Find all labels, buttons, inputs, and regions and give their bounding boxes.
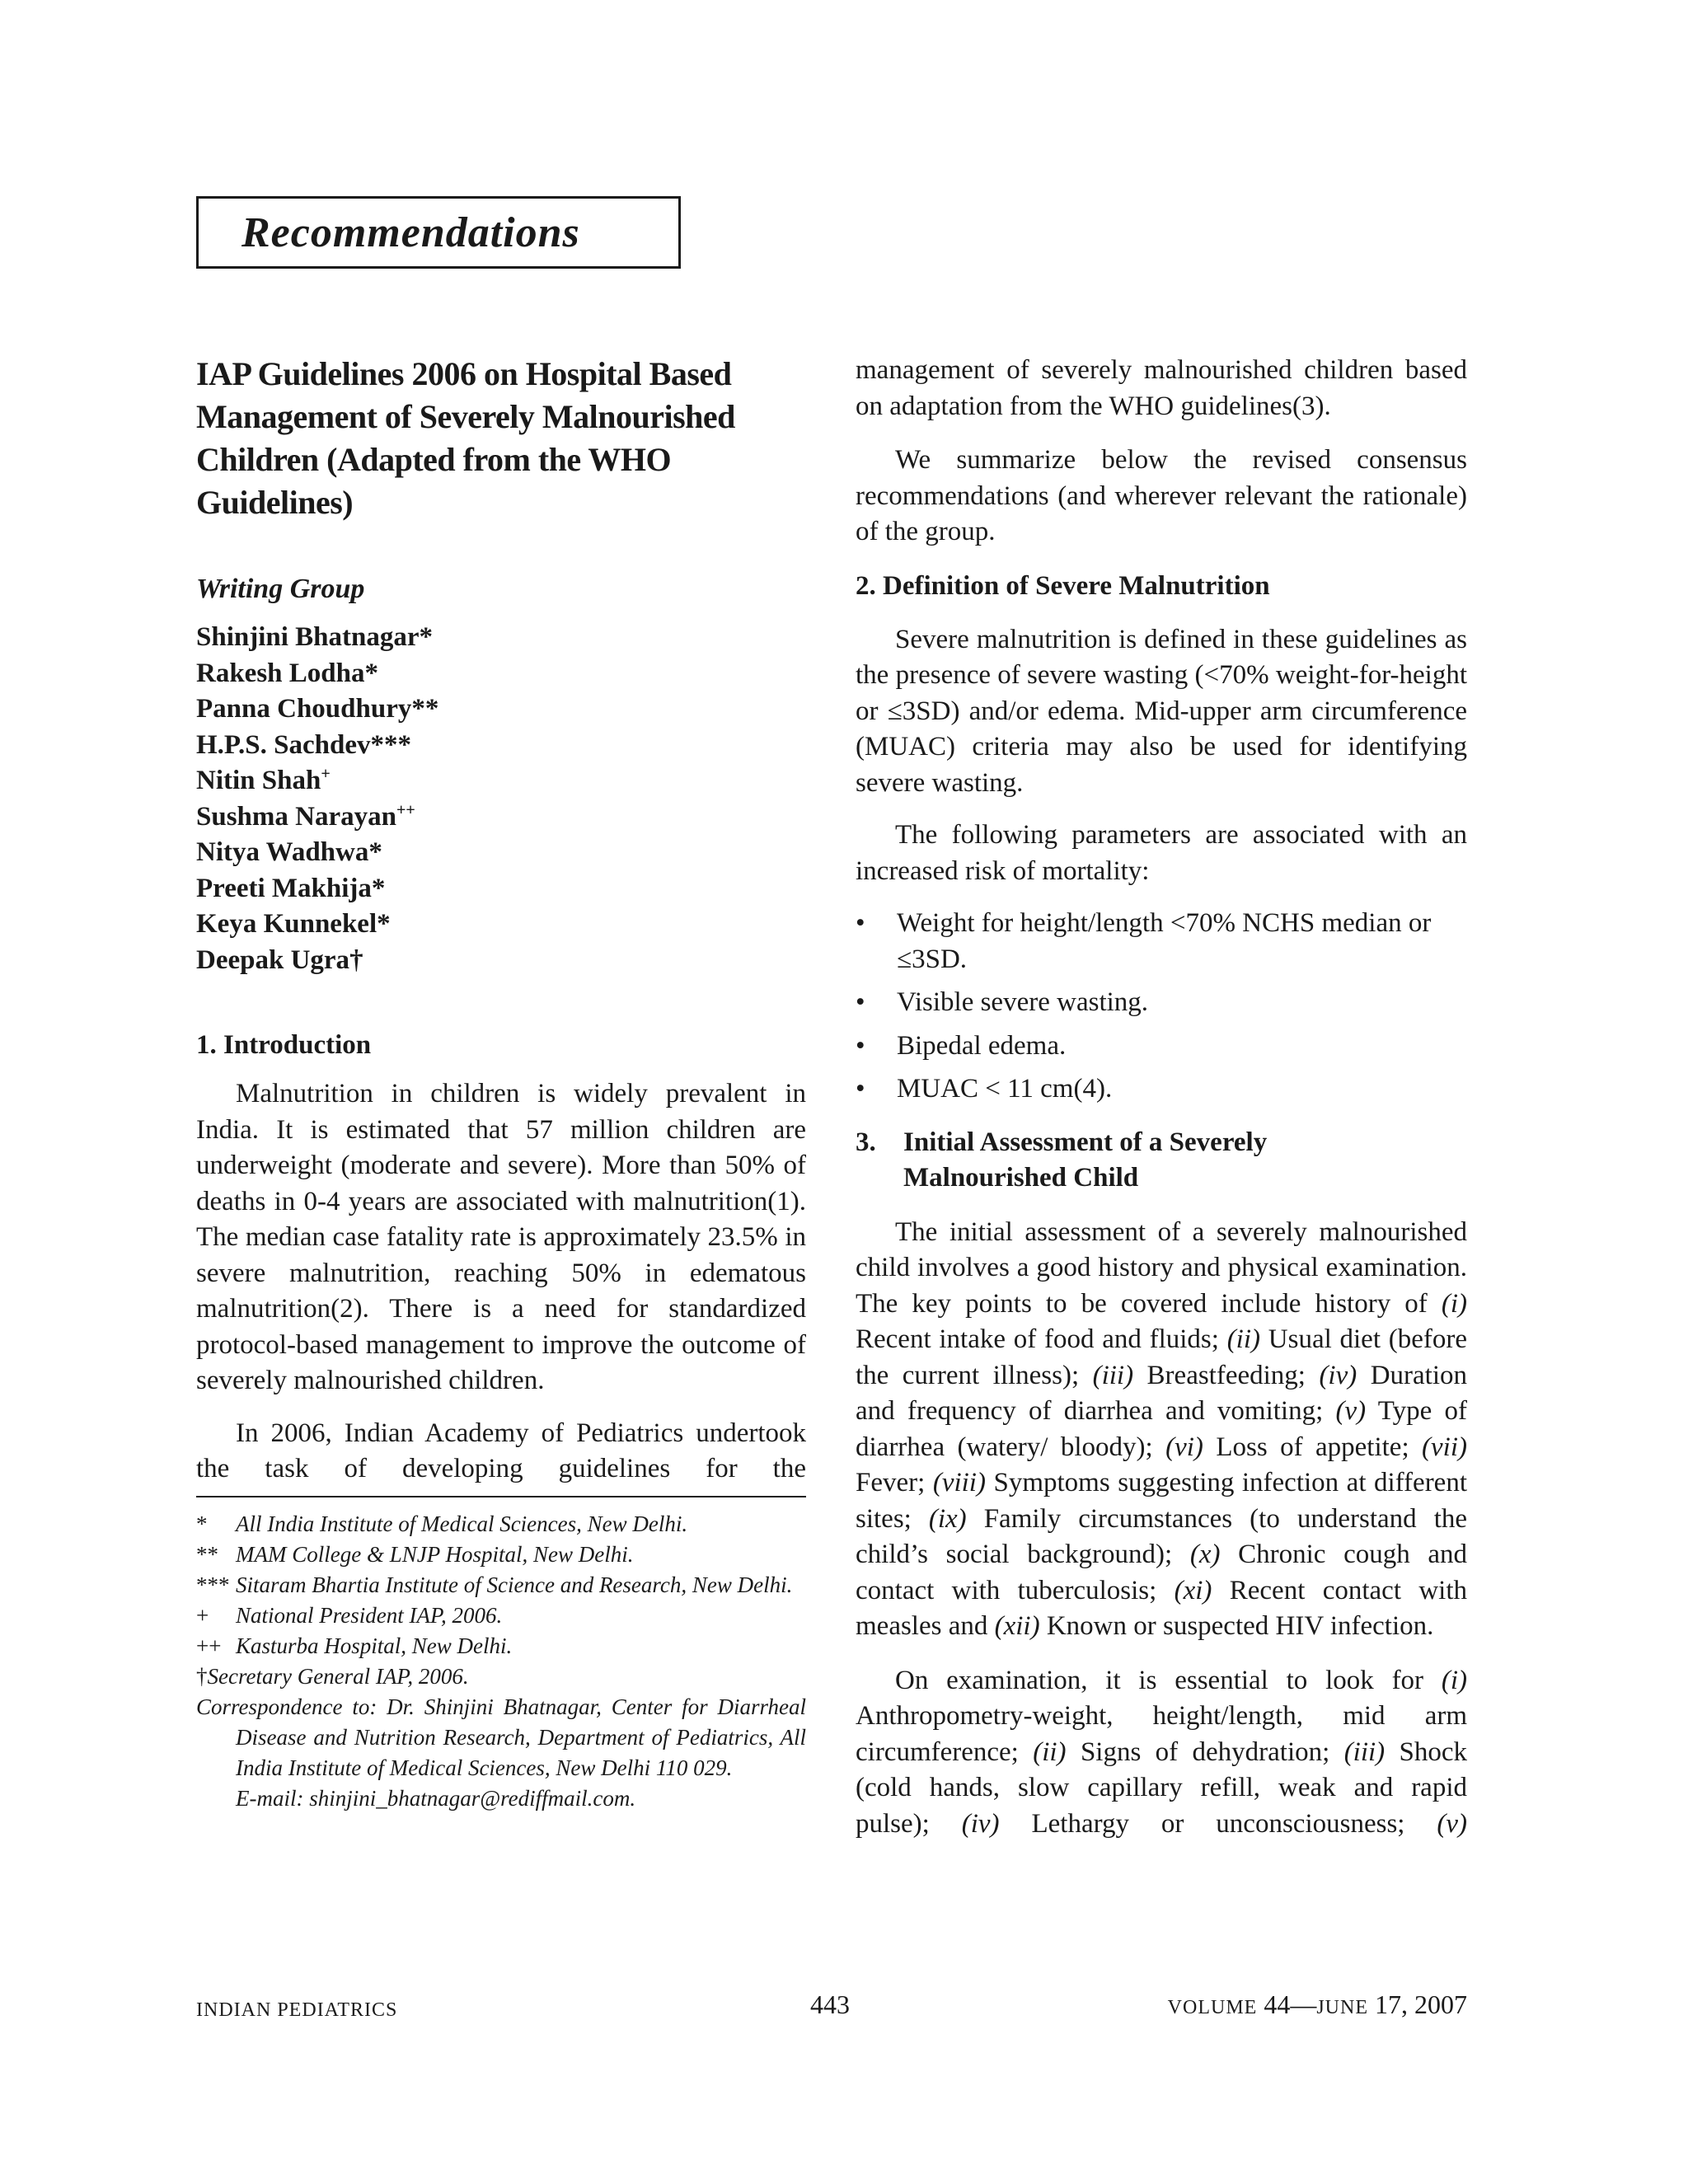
footnote-list	[196, 1509, 806, 1692]
continued-paragraph: management of severely malnourished children based on adaptation from the WHO guidelines(3).	[856, 355, 1467, 421]
author-item: Nitya Wadhwa*	[196, 837, 382, 867]
intro-paragraph-2: In 2006, Indian Academy of Pediatrics undertook the task of developing guidelines for the	[196, 1418, 806, 1483]
journal-name: INDIAN PEDIATRICS	[196, 1999, 398, 2021]
footnote-item: ++ Kasturba Hospital, New Delhi.	[196, 1633, 513, 1658]
footnote-item: * All India Institute of Medical Sciences, New Delhi.	[196, 1511, 688, 1536]
bullet-item: • Weight for height/length <70% NCHS median or ≤3SD.	[856, 908, 1432, 974]
author-item: Deepak Ugra†	[196, 944, 363, 975]
correspondence: Correspondence to: Dr. Shinjini Bhatnagar, Center for Diarrheal Disease and Nutrition Research, Department of Pediatrics, All India Institute of Medical Sciences, New Delhi 110 029. E-mail: shinjini_bhatnagar@rediffmail.com.	[196, 1692, 806, 1814]
footnote-divider	[196, 1496, 806, 1497]
bullet-item: • Visible severe wasting.	[856, 987, 1149, 1017]
page-footer	[196, 1990, 1467, 2026]
bullet-item: • MUAC < 11 cm(4).	[856, 1074, 1113, 1104]
examination-paragraph: On examination, it is essential to look for (i) Anthropometry-weight, height/length, mid arm circumference; (ii) Signs of dehydration; (iii) Shock (cold hands, slow capillary refill, weak and rapid pulse); (iv) Lethargy or unconsciousness; (v)	[856, 1665, 1468, 1839]
assessment-paragraph: The initial assessment of a severely malnourished child involves a good history and physical examination. The key points to be covered include history of (i) Recent intake of food and fluids; (ii) Usual diet (before the current illness); (iii) Breastfeeding; (iv) Duration and frequency of diarrhea and vomiting; (v) Type of diarrhea (watery/ bloody); (vi) Loss of appetite; (vii) Fever; (viii) Symptoms suggesting infection at different sites; (ix) Family circumstances (to understand the child’s social background); (x) Chronic cough and contact with tuberculosis; (xi) Recent contact with measles and (xii) Known or suspected HIV infection.	[856, 1216, 1468, 1641]
section-label-box	[196, 196, 681, 269]
definition-paragraph: Severe malnutrition is defined in these guidelines as the presence of severe wasting (<70% weight-for-height or ≤3SD) and/or edema. Mid-upper arm circumference (MUAC) criteria may also be used for identifying severe wasting.	[856, 624, 1467, 798]
writing-group-label: Writing Group	[196, 574, 365, 604]
footnote-item: † Secretary General IAP, 2006.	[196, 1663, 469, 1689]
risk-bullet-list	[856, 906, 1467, 1108]
assessment-heading: 3. Initial Assessment of a Severely Malnourished Child	[856, 1127, 1268, 1193]
definition-heading: 2. Definition of Severe Malnutrition	[856, 570, 1270, 601]
volume-info: VOLUME 44—JUNE 17, 2007	[1167, 1990, 1467, 2019]
author-item: Panna Choudhury**	[196, 694, 439, 724]
footnote-item: + National President IAP, 2006.	[196, 1602, 503, 1628]
author-item: H.P.S. Sachdev***	[196, 729, 412, 760]
author-item: Preeti Makhija*	[196, 873, 386, 903]
author-item: Sushma Narayan++	[196, 800, 415, 832]
footnote-item: *** Sitaram Bhartia Institute of Science and Research, New Delhi.	[196, 1572, 793, 1597]
correspondence-email: E-mail: shinjini_bhatnagar@rediffmail.com.	[236, 1785, 636, 1811]
footnote-item: ** MAM College & LNJP Hospital, New Delhi.	[196, 1541, 634, 1567]
author-item: Keya Kunnekel*	[196, 909, 391, 939]
author-item: Nitin Shah+	[196, 765, 331, 795]
intro-paragraph-1: Malnutrition in children is widely prevalent in India. It is estimated that 57 million children are underweight (moderate and severe). More than 50% of deaths in 0-4 years are associated with malnutrition(1). The median case fatality rate is approximately 23.5% in severe malnutrition, reaching 50% in edematous malnutrition(2). There is a need for standardized protocol-based management to improve the outcome of severely malnourished children.	[196, 1079, 806, 1395]
bullet-item: • Bipedal edema.	[856, 1030, 1067, 1061]
page-number: 443	[810, 1990, 850, 2019]
intro-heading: 1. Introduction	[196, 1030, 372, 1060]
section-label: Recommendations	[241, 209, 580, 256]
author-item: Shinjini Bhatnagar*	[196, 622, 434, 652]
author-item: Rakesh Lodha*	[196, 658, 378, 688]
right-column	[856, 353, 1467, 1842]
parameters-paragraph: The following parameters are associated with an increased risk of mortality:	[856, 820, 1467, 886]
summary-paragraph: We summarize below the revised consensus recommendations (and wherever relevant the rationale) of the group.	[856, 445, 1467, 546]
article-title: IAP Guidelines 2006 on Hospital Based Management of Severely Malnourished Children (Adapted from the WHO Guidelines)	[196, 355, 735, 521]
author-list	[196, 620, 806, 978]
left-column	[196, 353, 806, 1814]
